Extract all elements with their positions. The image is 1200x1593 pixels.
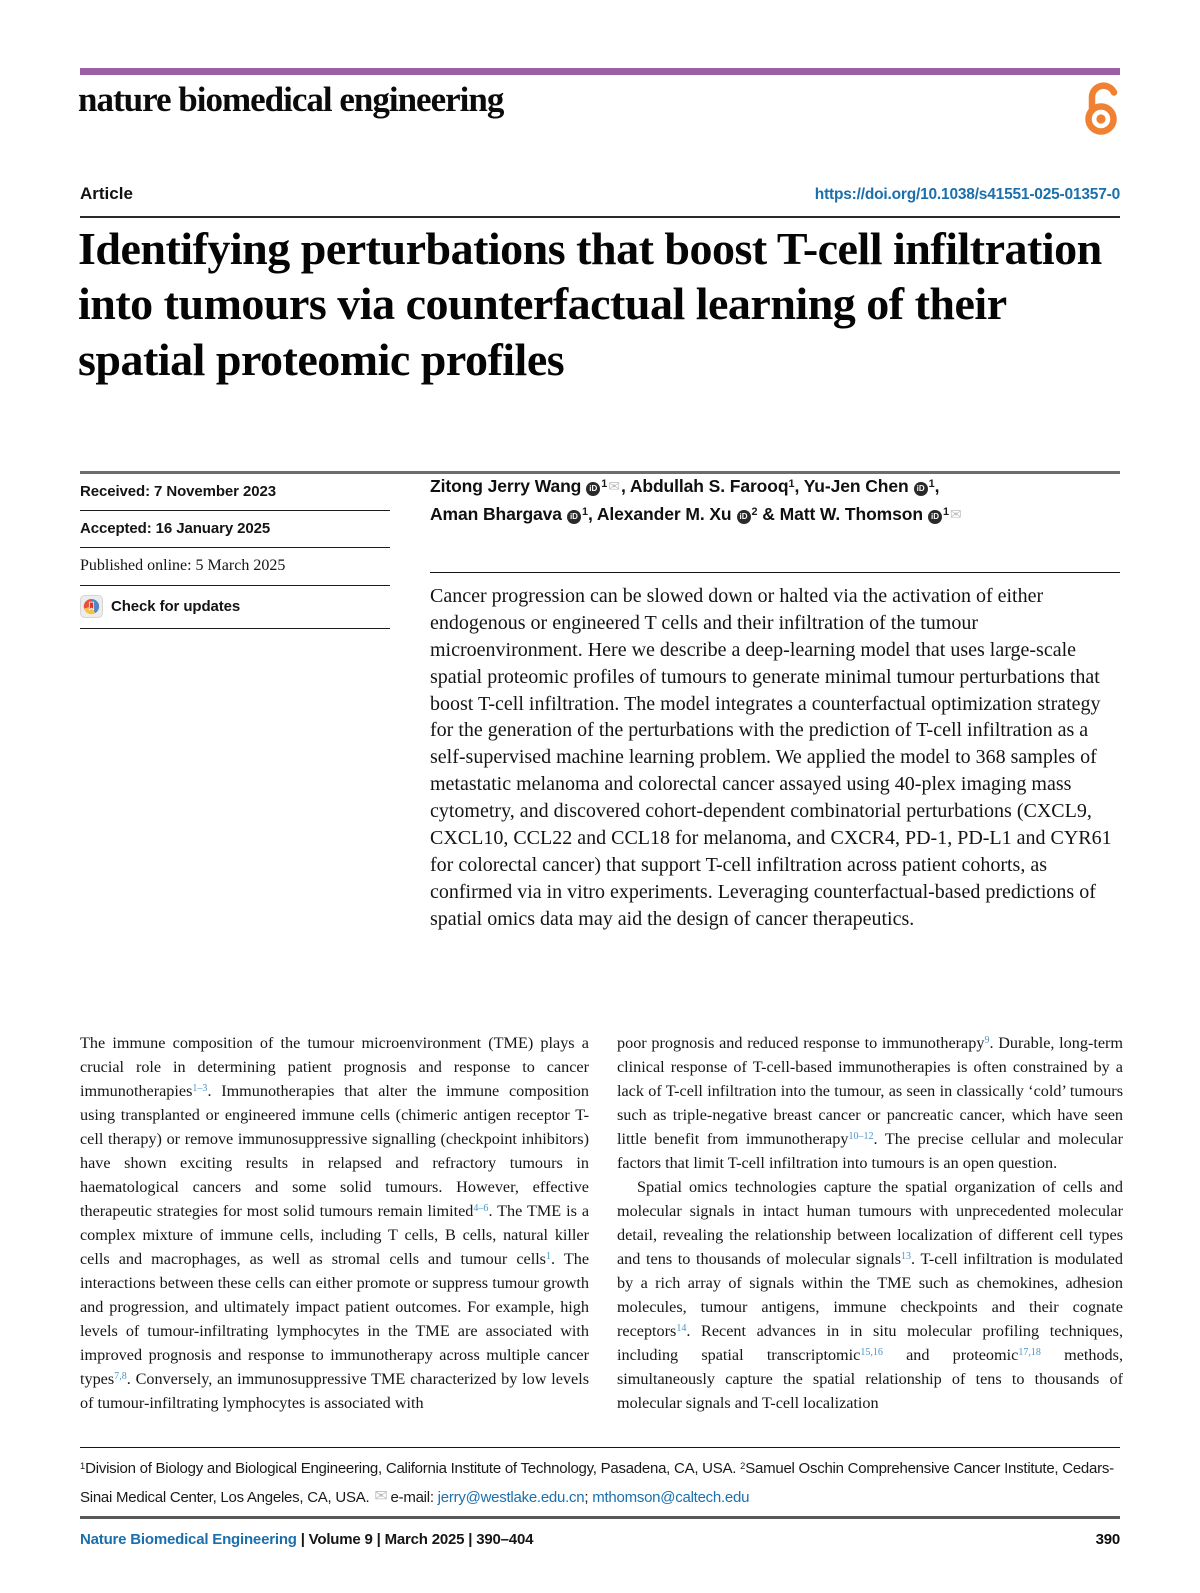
citation-ref[interactable]: 1 — [546, 1251, 552, 1263]
accepted-date — [80, 511, 390, 548]
footnote-divider — [80, 1447, 1120, 1448]
citation-ref[interactable]: 10–12 — [848, 1131, 874, 1143]
footer-issue-info: | Volume 9 | March 2025 | 390–404 — [296, 1531, 534, 1548]
article-kicker-row — [80, 184, 1120, 204]
open-access-lock-icon — [1082, 80, 1122, 141]
orcid-icon: iD — [737, 510, 751, 524]
orcid-icon: iD — [586, 482, 600, 496]
journal-logo: nature biomedical engineering — [78, 80, 504, 119]
body-paragraph: The immune composition of the tumour microenvironment (TME) plays a crucial role in determining patient prognosis and response to cancer immunotherapies$^{1-3}$. Immunotherapies that alter the immune composition using transplanted or engineered immune cells (chimeric antigen receptor T-cell therapy) or remove immunosuppressive signalling (checkpoint inhibitors) have shown exciting results in relapsed and refractory tumours in haematological cancers and some solid tumours. However, effective therapeutic strategies for most solid tumours remain limited$^{4-6}$. The TME is a complex mixture of immune cells, including T cells, B cells, natural killer cells and macrophages, as well as stromal cells and tumour cells$^1$. The interactions between these cells can either promote or suppress tumour growth and progression, and ultimately impact patient outcomes. For example, high levels of tumour-infiltrating lymphocytes in the TME are associated with improved prognosis and response to immunotherapy across multiple cancer types$^{7,8}$. Conversely, an immunosuppressive TME characterized by low levels of tumour-infiltrating lymphocytes is associated with — [80, 1034, 590, 1412]
citation-ref[interactable]: 7,8 — [114, 1371, 127, 1383]
header-divider — [80, 216, 1120, 218]
citation-ref[interactable]: 15,16 — [860, 1347, 883, 1359]
body-column-right — [617, 1031, 1123, 1415]
article-timeline — [80, 474, 390, 629]
footer-divider — [80, 1516, 1120, 1519]
affiliation-sup: 1 — [601, 478, 608, 491]
citation-ref[interactable]: 1–3 — [192, 1083, 208, 1095]
page-footer — [80, 1531, 1120, 1548]
affiliation-sup: 1 — [788, 478, 795, 491]
citation-ref[interactable]: 14 — [676, 1323, 687, 1335]
accent-bar — [80, 68, 1120, 75]
orcid-icon: iD — [914, 482, 928, 496]
citation-ref[interactable]: 13 — [901, 1251, 912, 1263]
email-link[interactable]: mthomson@caltech.edu — [592, 1489, 750, 1507]
affiliation-sup: 1 — [581, 505, 588, 518]
citation-ref[interactable]: 9 — [984, 1035, 990, 1047]
body-paragraph: Spatial omics technologies capture the spatial organization of cells and molecular signals in intact human tumours with unprecedented molecular detail, revealing the relationship between localization of different cell types and tens to thousands of molecular signals$^{13}$. T-cell infiltration is modulated by a rich array of signals within the TME such as chemokines, adhesion molecules, tumour antigens, immune checkpoints and their cognate receptors$^{14}$. Recent advances in in situ molecular profiling techniques, including spatial transcriptomic$^{15,16}$ and proteomic$^{17,18}$ methods, simultaneously capture the spatial relationship of tens to thousands of molecular signals and T-cell localization — [617, 1178, 1123, 1412]
article-type-label: Article — [80, 184, 133, 203]
envelope-icon: ✉ — [374, 1486, 388, 1506]
received-label: Received: 7 November 2023 — [80, 483, 276, 500]
affiliation-sup: 1 — [942, 505, 949, 518]
published-date — [80, 548, 390, 586]
article-title: Identifying perturbations that boost T-cell infiltration into tumours via counterfactual learning of their spatial proteomic profiles — [78, 223, 1102, 385]
accepted-label: Accepted: 16 January 2025 — [80, 520, 271, 537]
crossmark-icon — [80, 595, 103, 618]
citation-ref[interactable]: 17,18 — [1018, 1347, 1041, 1359]
received-date — [80, 474, 390, 511]
doi-link[interactable]: https://doi.org/10.1038/s41551-025-01357-0 — [814, 186, 1120, 203]
affiliations: $^1$Division of Biology and Biological Engineering, California Institute of Technology, Pasadena, CA, USA. $^2$Samuel Oschin Comprehensive Cancer Institute, Cedars-Sinai Medical Center, Los Angeles, CA, USA. ✉ e-mail: jerry@westlake.edu.cn; mthomson@caltech.edu — [80, 1460, 1114, 1507]
body-column-left — [80, 1031, 589, 1415]
orcid-icon: iD — [567, 510, 581, 524]
body-paragraph: poor prognosis and reduced response to immunotherapy$^9$. Durable, long-term clinical response of T-cell-based immunotherapies is often constrained by a lack of T-cell infiltration into the tumour, as seen in classically ‘cold’ tumours such as triple-negative breast cancer or pancreatic cancer, which have seen little benefit from immunotherapy$^{10-12}$. The precise cellular and molecular factors that limit T-cell infiltration into tumours is an open question. — [617, 1034, 1124, 1172]
footer-citation — [80, 1531, 533, 1548]
affiliation-sup: 2 — [751, 505, 758, 518]
published-label: Published online: 5 March 2025 — [80, 557, 286, 574]
author-list: Zitong Jerry Wang iD $^1$✉, Abdullah S. Farooq$^1$, Yu-Jen Chen iD $^1$, Aman Bhargava iD $^1$, Alexander M. Xu iD $^2$ & Matt W. Thomson iD $^1$✉ — [430, 476, 962, 524]
abstract-divider — [430, 572, 1120, 573]
citation-ref[interactable]: 4–6 — [473, 1203, 489, 1215]
affiliation-sup: 1 — [80, 1460, 86, 1471]
affiliation-sup: 1 — [928, 478, 935, 491]
abstract-text: Cancer progression can be slowed down or halted via the activation of either endogenous or engineered T cells and their infiltration of the tumour microenvironment. Here we describe a deep-learning model that uses large-scale spatial proteomic profiles of tumours to generate minimal tumour perturbations that boost T-cell infiltration. The model integrates a counterfactual optimization strategy for the generation of the perturbations with the prediction of T-cell infiltration as a self-supervised machine learning problem. We applied the model to 368 samples of metastatic melanoma and colorectal cancer assayed using 40-plex imaging mass cytometry, and discovered cohort-dependent combinatorial perturbations (CXCL9, CXCL10, CCL22 and CCL18 for melanoma, and CXCR4, PD-1, PD-L1 and CYR61 for colorectal cancer) that support T-cell infiltration across patient cohorts, as confirmed via in vitro experiments. Leveraging counterfactual-based predictions of spatial omics data may aid the design of cancer therapeutics. — [430, 585, 1112, 930]
affiliation-sup: 2 — [740, 1460, 746, 1471]
envelope-icon: ✉ — [950, 506, 962, 523]
envelope-icon: ✉ — [608, 479, 620, 495]
page-number: 390 — [1095, 1531, 1120, 1548]
footer-journal-link[interactable]: Nature Biomedical Engineering — [80, 1531, 297, 1548]
check-for-updates-button[interactable] — [80, 586, 390, 629]
check-for-updates-label: Check for updates — [111, 598, 241, 615]
orcid-icon: iD — [928, 510, 942, 524]
email-link[interactable]: jerry@westlake.edu.cn — [437, 1489, 585, 1507]
